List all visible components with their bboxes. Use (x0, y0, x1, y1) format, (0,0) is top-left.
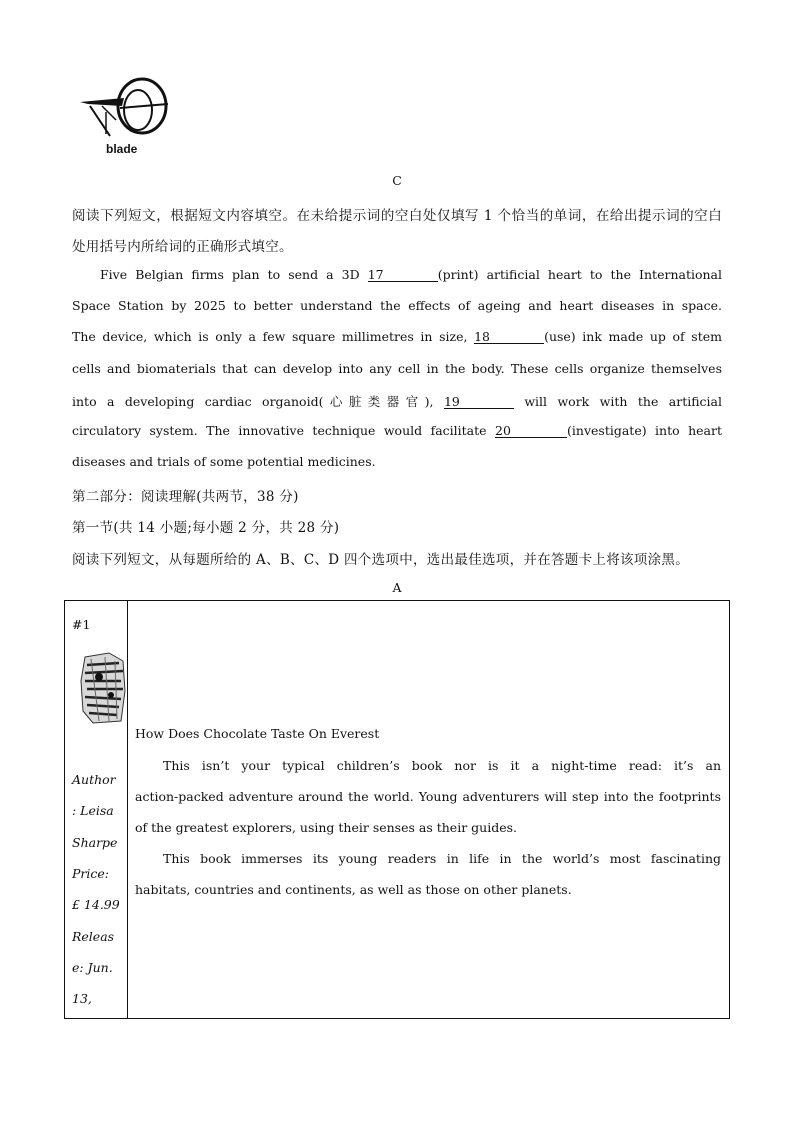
part2-title: 第二部分：阅读理解(共两节，38 分) (72, 489, 299, 505)
part2-instructions: 阅读下列短文，从每题所给的 A、B、C、D 四个选项中，选出最佳选项，并在答题卡上将该项涂黑。 (72, 552, 690, 568)
blade-label: blade (106, 142, 138, 156)
table-row (65, 601, 730, 1019)
blank-17[interactable]: 17 (368, 268, 438, 282)
blank-20[interactable]: 20 (495, 424, 567, 438)
blank-19[interactable]: 19 (444, 395, 514, 409)
book-table (64, 600, 730, 1019)
passage-line-1 (72, 267, 722, 282)
passage-text: into a developing cardiac organoid(心脏类器官), (72, 394, 444, 409)
book-author-line-2: : Leisa (72, 803, 114, 818)
book-cover-illustration (79, 651, 127, 725)
passage-text: (investigate) into heart (567, 423, 722, 438)
passage-line-2: Space Station by 2025 to better understand the effects of ageing and heart diseases in space. (72, 298, 722, 313)
passage-line-3 (72, 329, 722, 344)
passage-text: circulatory system. The innovative technique would facilitate (72, 423, 496, 438)
book-para1-line-2: action-packed adventure around the world. Young adventurers will step into the footprints (135, 789, 721, 804)
book-release-line-3: 13, (72, 991, 92, 1006)
book-author-line-3: Sharpe (72, 835, 118, 850)
book-author-line-1: Author (72, 772, 116, 787)
passage-line-6 (72, 423, 722, 438)
book-price-label: Price: (72, 866, 109, 881)
book-title: How Does Chocolate Taste On Everest (135, 726, 380, 741)
book-para2-line-2: habitats, countries and continents, as well as those on other planets. (135, 882, 572, 897)
section-a-heading: A (392, 580, 402, 595)
book-description-cell (128, 601, 730, 1019)
book-cover-image (79, 651, 127, 725)
passage-text: will work with the artificial (513, 394, 722, 409)
part2-section1: 第一节(共 14 小题;每小题 2 分，共 28 分) (72, 520, 340, 536)
book-para2-line-1 (135, 851, 721, 866)
section-c-heading: C (392, 173, 402, 188)
paragraph-text: This isn’t your typical children’s book nor is it a night-time read: it’s an (163, 758, 721, 773)
book-price-value: £ 14.99 (72, 897, 120, 912)
passage-text: The device, which is only a few square millimetres in size, (72, 329, 475, 344)
book-release-line-2: e: Jun. (72, 960, 113, 975)
book-meta-cell (65, 601, 128, 1019)
book-number: #1 (72, 617, 91, 632)
passage-text: (print) artificial heart to the International (437, 267, 722, 282)
passage-line-4: cells and biomaterials that can develop into any cell in the body. These cells organize themselves (72, 361, 722, 376)
passage-line-5 (72, 392, 722, 410)
book-release-line-1: Releas (72, 929, 115, 944)
passage-text: (use) ink made up of stem (544, 329, 722, 344)
blade-figure (76, 76, 176, 160)
passage-line-7: diseases and trials of some potential medicines. (72, 454, 376, 469)
section-c-instructions-line-2: 处用括号内所给词的正确形式填空。 (72, 239, 293, 255)
section-c-instructions-line-1: 阅读下列短文，根据短文内容填空。在未给提示词的空白处仅填写 1 个恰当的单词，在给出提示词的空白 (72, 208, 722, 224)
blade-illustration (76, 76, 176, 144)
passage-text: Five Belgian firms plan to send a 3D (100, 267, 368, 282)
book-para1-line-1 (135, 758, 721, 773)
paragraph-text: This book immerses its young readers in life in the world’s most fascinating (163, 851, 721, 866)
book-para1-line-3: of the greatest explorers, using their senses as their guides. (135, 820, 517, 835)
blank-18[interactable]: 18 (474, 330, 544, 344)
